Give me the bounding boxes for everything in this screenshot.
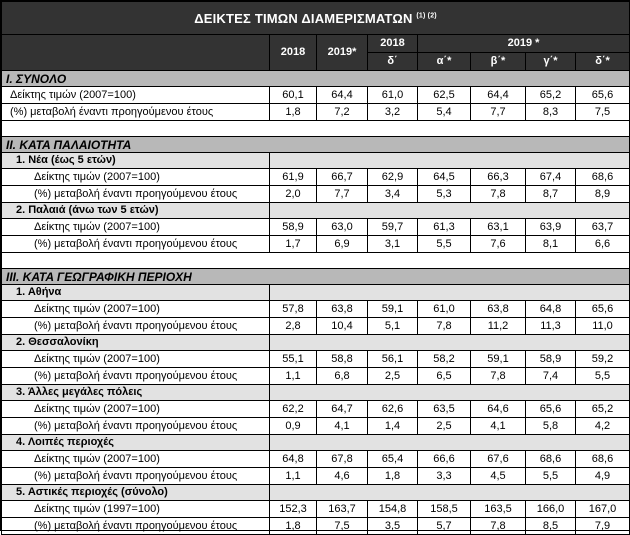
row-label: Δείκτης τιμών (2007=100) — [2, 169, 270, 186]
row-label: (%) μεταβολή έναντι προηγούμενου έτους — [2, 236, 270, 253]
cell-q4-2018: 59,7 — [368, 219, 418, 236]
col-header-q1-2019: α΄* — [418, 53, 471, 71]
header-row-years — [2, 35, 630, 53]
cell-q4-2018: 3,2 — [368, 104, 418, 121]
cell-q4-2018: 62,6 — [368, 401, 418, 418]
group-title: 2. Θεσσαλονίκη — [2, 335, 270, 351]
cell-q3-2019: 11,3 — [526, 318, 576, 335]
group-header-athens — [2, 285, 630, 301]
cell-2019: 4,6 — [317, 468, 368, 485]
cell-q4-2018: 3,1 — [368, 236, 418, 253]
cell-2018: 55,1 — [270, 351, 317, 368]
group-title: 5. Αστικές περιοχές (σύνολο) — [2, 485, 270, 501]
row-label: Δείκτης τιμών (2007=100) — [2, 219, 270, 236]
cell-q4-2018: 5,1 — [368, 318, 418, 335]
cell-q4-2019: 8,9 — [576, 186, 630, 203]
cell-q4-2019: 65,6 — [576, 87, 630, 104]
row-label: (%) μεταβολή έναντι προηγούμενου έτους — [2, 468, 270, 485]
col-header-q4-2019: δ΄* — [576, 53, 630, 71]
table-row — [2, 87, 630, 104]
cell-q4-2018: 59,1 — [368, 301, 418, 318]
cell-2019: 7,2 — [317, 104, 368, 121]
cell-q1-2019: 61,3 — [418, 219, 471, 236]
cell-2018: 1,7 — [270, 236, 317, 253]
col-header-2018: 2018 — [270, 35, 317, 71]
cell-q3-2019: 65,2 — [526, 87, 576, 104]
cell-q4-2019: 6,6 — [576, 236, 630, 253]
cell-q4-2018: 1,4 — [368, 418, 418, 435]
col-header-q4-2018: δ΄ — [368, 53, 418, 71]
cell-q2-2019: 7,8 — [471, 368, 526, 385]
price-index-table — [1, 1, 630, 535]
cell-q4-2019: 11,0 — [576, 318, 630, 335]
table-title-footnote: (1) (2) — [416, 12, 437, 20]
cell-q2-2019: 163,5 — [471, 501, 526, 518]
cell-q3-2019: 8,1 — [526, 236, 576, 253]
col-header-2018-quarter: 2018 — [368, 35, 418, 53]
table-row — [2, 468, 630, 485]
group-title: 3. Άλλες μεγάλες πόλεις — [2, 385, 270, 401]
cell-q4-2018: 62,9 — [368, 169, 418, 186]
cell-q1-2019: 63,5 — [418, 401, 471, 418]
cell-q2-2019: 64,6 — [471, 401, 526, 418]
cell-q2-2019: 64,4 — [471, 87, 526, 104]
table-row — [2, 186, 630, 203]
table-row — [2, 418, 630, 435]
cell-2018: 64,8 — [270, 451, 317, 468]
group-title: 1. Νέα (έως 5 ετών) — [2, 153, 270, 169]
cell-q4-2019: 4,9 — [576, 468, 630, 485]
row-label: Δείκτης τιμών (2007=100) — [2, 401, 270, 418]
cell-q1-2019: 5,4 — [418, 104, 471, 121]
cell-q3-2019: 8,5 — [526, 518, 576, 535]
cell-2019: 67,8 — [317, 451, 368, 468]
table-row — [2, 219, 630, 236]
table-row — [2, 351, 630, 368]
cell-2019: 66,7 — [317, 169, 368, 186]
cell-q4-2019: 4,2 — [576, 418, 630, 435]
cell-q3-2019: 67,4 — [526, 169, 576, 186]
cell-q2-2019: 7,8 — [471, 186, 526, 203]
cell-2018: 60,1 — [270, 87, 317, 104]
cell-q3-2019: 65,6 — [526, 401, 576, 418]
row-label: Δείκτης τιμών (2007=100) — [2, 451, 270, 468]
cell-q2-2019: 67,6 — [471, 451, 526, 468]
cell-2019: 6,9 — [317, 236, 368, 253]
table-row — [2, 401, 630, 418]
cell-q2-2019: 63,1 — [471, 219, 526, 236]
col-header-q3-2019: γ΄* — [526, 53, 576, 71]
cell-q1-2019: 66,6 — [418, 451, 471, 468]
group-title: 4. Λοιπές περιοχές — [2, 435, 270, 451]
table-row — [2, 236, 630, 253]
table-row — [2, 169, 630, 186]
table-row — [2, 318, 630, 335]
cell-q4-2018: 154,8 — [368, 501, 418, 518]
cell-q4-2019: 65,6 — [576, 301, 630, 318]
cell-q3-2019: 8,3 — [526, 104, 576, 121]
group-header-other-areas — [2, 435, 630, 451]
header-label-cell — [2, 35, 270, 71]
section-title: III. ΚΑΤΑ ΓΕΩΓΡΑΦΙΚΗ ΠΕΡΙΟΧΗ — [2, 269, 630, 285]
cell-q4-2019: 65,2 — [576, 401, 630, 418]
cell-q4-2019: 7,9 — [576, 518, 630, 535]
cell-q1-2019: 5,7 — [418, 518, 471, 535]
cell-2018: 152,3 — [270, 501, 317, 518]
col-header-2019-quarters: 2019 * — [418, 35, 630, 53]
cell-q4-2018: 61,0 — [368, 87, 418, 104]
cell-q1-2019: 64,5 — [418, 169, 471, 186]
cell-q3-2019: 63,9 — [526, 219, 576, 236]
cell-q4-2018: 2,5 — [368, 368, 418, 385]
cell-q1-2019: 3,3 — [418, 468, 471, 485]
row-label: (%) μεταβολή έναντι προηγούμενου έτους — [2, 368, 270, 385]
section-title: II. ΚΑΤΑ ΠΑΛΑΙΟΤΗΤΑ — [2, 137, 630, 153]
cell-2019: 63,0 — [317, 219, 368, 236]
cell-q3-2019: 64,8 — [526, 301, 576, 318]
cell-2018: 1,1 — [270, 468, 317, 485]
cell-q2-2019: 63,8 — [471, 301, 526, 318]
row-label: Δείκτης τιμών (2007=100) — [2, 301, 270, 318]
row-label: (%) μεταβολή έναντι προηγούμενου έτους — [2, 318, 270, 335]
cell-2018: 1,8 — [270, 518, 317, 535]
cell-q1-2019: 7,8 — [418, 318, 471, 335]
cell-2018: 62,2 — [270, 401, 317, 418]
cell-q4-2019: 7,5 — [576, 104, 630, 121]
cell-q2-2019: 7,7 — [471, 104, 526, 121]
row-label: Δείκτης τιμών (1997=100) — [2, 501, 270, 518]
cell-q4-2019: 167,0 — [576, 501, 630, 518]
cell-q2-2019: 7,8 — [471, 518, 526, 535]
cell-2019: 63,8 — [317, 301, 368, 318]
cell-q3-2019: 68,6 — [526, 451, 576, 468]
cell-2018: 61,9 — [270, 169, 317, 186]
group-header-other-cities — [2, 385, 630, 401]
cell-q4-2019: 63,7 — [576, 219, 630, 236]
group-header-old — [2, 203, 630, 219]
cell-q4-2018: 65,4 — [368, 451, 418, 468]
group-title: 1. Αθήνα — [2, 285, 270, 301]
table-row — [2, 301, 630, 318]
cell-2018: 57,8 — [270, 301, 317, 318]
spacer-row — [2, 121, 630, 137]
cell-q2-2019: 7,6 — [471, 236, 526, 253]
group-header-new — [2, 153, 630, 169]
cell-2019: 163,7 — [317, 501, 368, 518]
table-title-text: ΔΕΙΚΤΕΣ ΤΙΜΩΝ ΔΙΑΜΕΡΙΣΜΑΤΩΝ — [194, 10, 413, 26]
cell-2019: 6,8 — [317, 368, 368, 385]
cell-2019: 10,4 — [317, 318, 368, 335]
cell-2019: 58,8 — [317, 351, 368, 368]
table-row — [2, 451, 630, 468]
row-label: Δείκτης τιμών (2007=100) — [2, 351, 270, 368]
cell-q1-2019: 158,5 — [418, 501, 471, 518]
cell-2018: 2,8 — [270, 318, 317, 335]
section-header-total — [2, 71, 630, 87]
cell-q4-2019: 68,6 — [576, 169, 630, 186]
table-row — [2, 501, 630, 518]
cell-q3-2019: 58,9 — [526, 351, 576, 368]
cell-q3-2019: 8,7 — [526, 186, 576, 203]
cell-q1-2019: 5,3 — [418, 186, 471, 203]
cell-q3-2019: 7,4 — [526, 368, 576, 385]
row-label: (%) μεταβολή έναντι προηγούμενου έτους — [2, 186, 270, 203]
cell-2018: 0,9 — [270, 418, 317, 435]
cell-q3-2019: 5,5 — [526, 468, 576, 485]
cell-2019: 64,7 — [317, 401, 368, 418]
cell-2019: 7,5 — [317, 518, 368, 535]
cell-q1-2019: 5,5 — [418, 236, 471, 253]
table-row — [2, 518, 630, 535]
row-label: (%) μεταβολή έναντι προηγούμενου έτους — [2, 104, 270, 121]
section-title: I. ΣΥΝΟΛΟ — [2, 71, 630, 87]
cell-q1-2019: 62,5 — [418, 87, 471, 104]
section-header-region — [2, 269, 630, 285]
cell-2018: 2,0 — [270, 186, 317, 203]
cell-q3-2019: 5,8 — [526, 418, 576, 435]
cell-q1-2019: 6,5 — [418, 368, 471, 385]
table-row — [2, 368, 630, 385]
group-title: 2. Παλαιά (άνω των 5 ετών) — [2, 203, 270, 219]
section-header-age — [2, 137, 630, 153]
table-title — [2, 2, 630, 35]
row-label: (%) μεταβολή έναντι προηγούμενου έτους — [2, 518, 270, 535]
cell-q4-2019: 68,6 — [576, 451, 630, 468]
row-label: (%) μεταβολή έναντι προηγούμενου έτους — [2, 418, 270, 435]
cell-q2-2019: 4,5 — [471, 468, 526, 485]
col-header-q2-2019: β΄* — [471, 53, 526, 71]
table-row — [2, 104, 630, 121]
cell-q4-2019: 5,5 — [576, 368, 630, 385]
cell-2019: 7,7 — [317, 186, 368, 203]
cell-q1-2019: 2,5 — [418, 418, 471, 435]
cell-q2-2019: 11,2 — [471, 318, 526, 335]
cell-q4-2018: 3,4 — [368, 186, 418, 203]
cell-2019: 64,4 — [317, 87, 368, 104]
cell-q3-2019: 166,0 — [526, 501, 576, 518]
group-header-urban-areas — [2, 485, 630, 501]
cell-q4-2019: 59,2 — [576, 351, 630, 368]
spacer-row — [2, 253, 630, 269]
cell-q4-2018: 3,5 — [368, 518, 418, 535]
group-header-thessaloniki — [2, 335, 630, 351]
cell-2018: 1,8 — [270, 104, 317, 121]
cell-q2-2019: 59,1 — [471, 351, 526, 368]
cell-q1-2019: 61,0 — [418, 301, 471, 318]
row-label: Δείκτης τιμών (2007=100) — [2, 87, 270, 104]
cell-2019: 4,1 — [317, 418, 368, 435]
title-row — [2, 2, 630, 35]
cell-q1-2019: 58,2 — [418, 351, 471, 368]
cell-q2-2019: 4,1 — [471, 418, 526, 435]
cell-2018: 58,9 — [270, 219, 317, 236]
cell-q4-2018: 1,8 — [368, 468, 418, 485]
cell-2018: 1,1 — [270, 368, 317, 385]
cell-q4-2018: 56,1 — [368, 351, 418, 368]
cell-q2-2019: 66,3 — [471, 169, 526, 186]
col-header-2019: 2019* — [317, 35, 368, 71]
